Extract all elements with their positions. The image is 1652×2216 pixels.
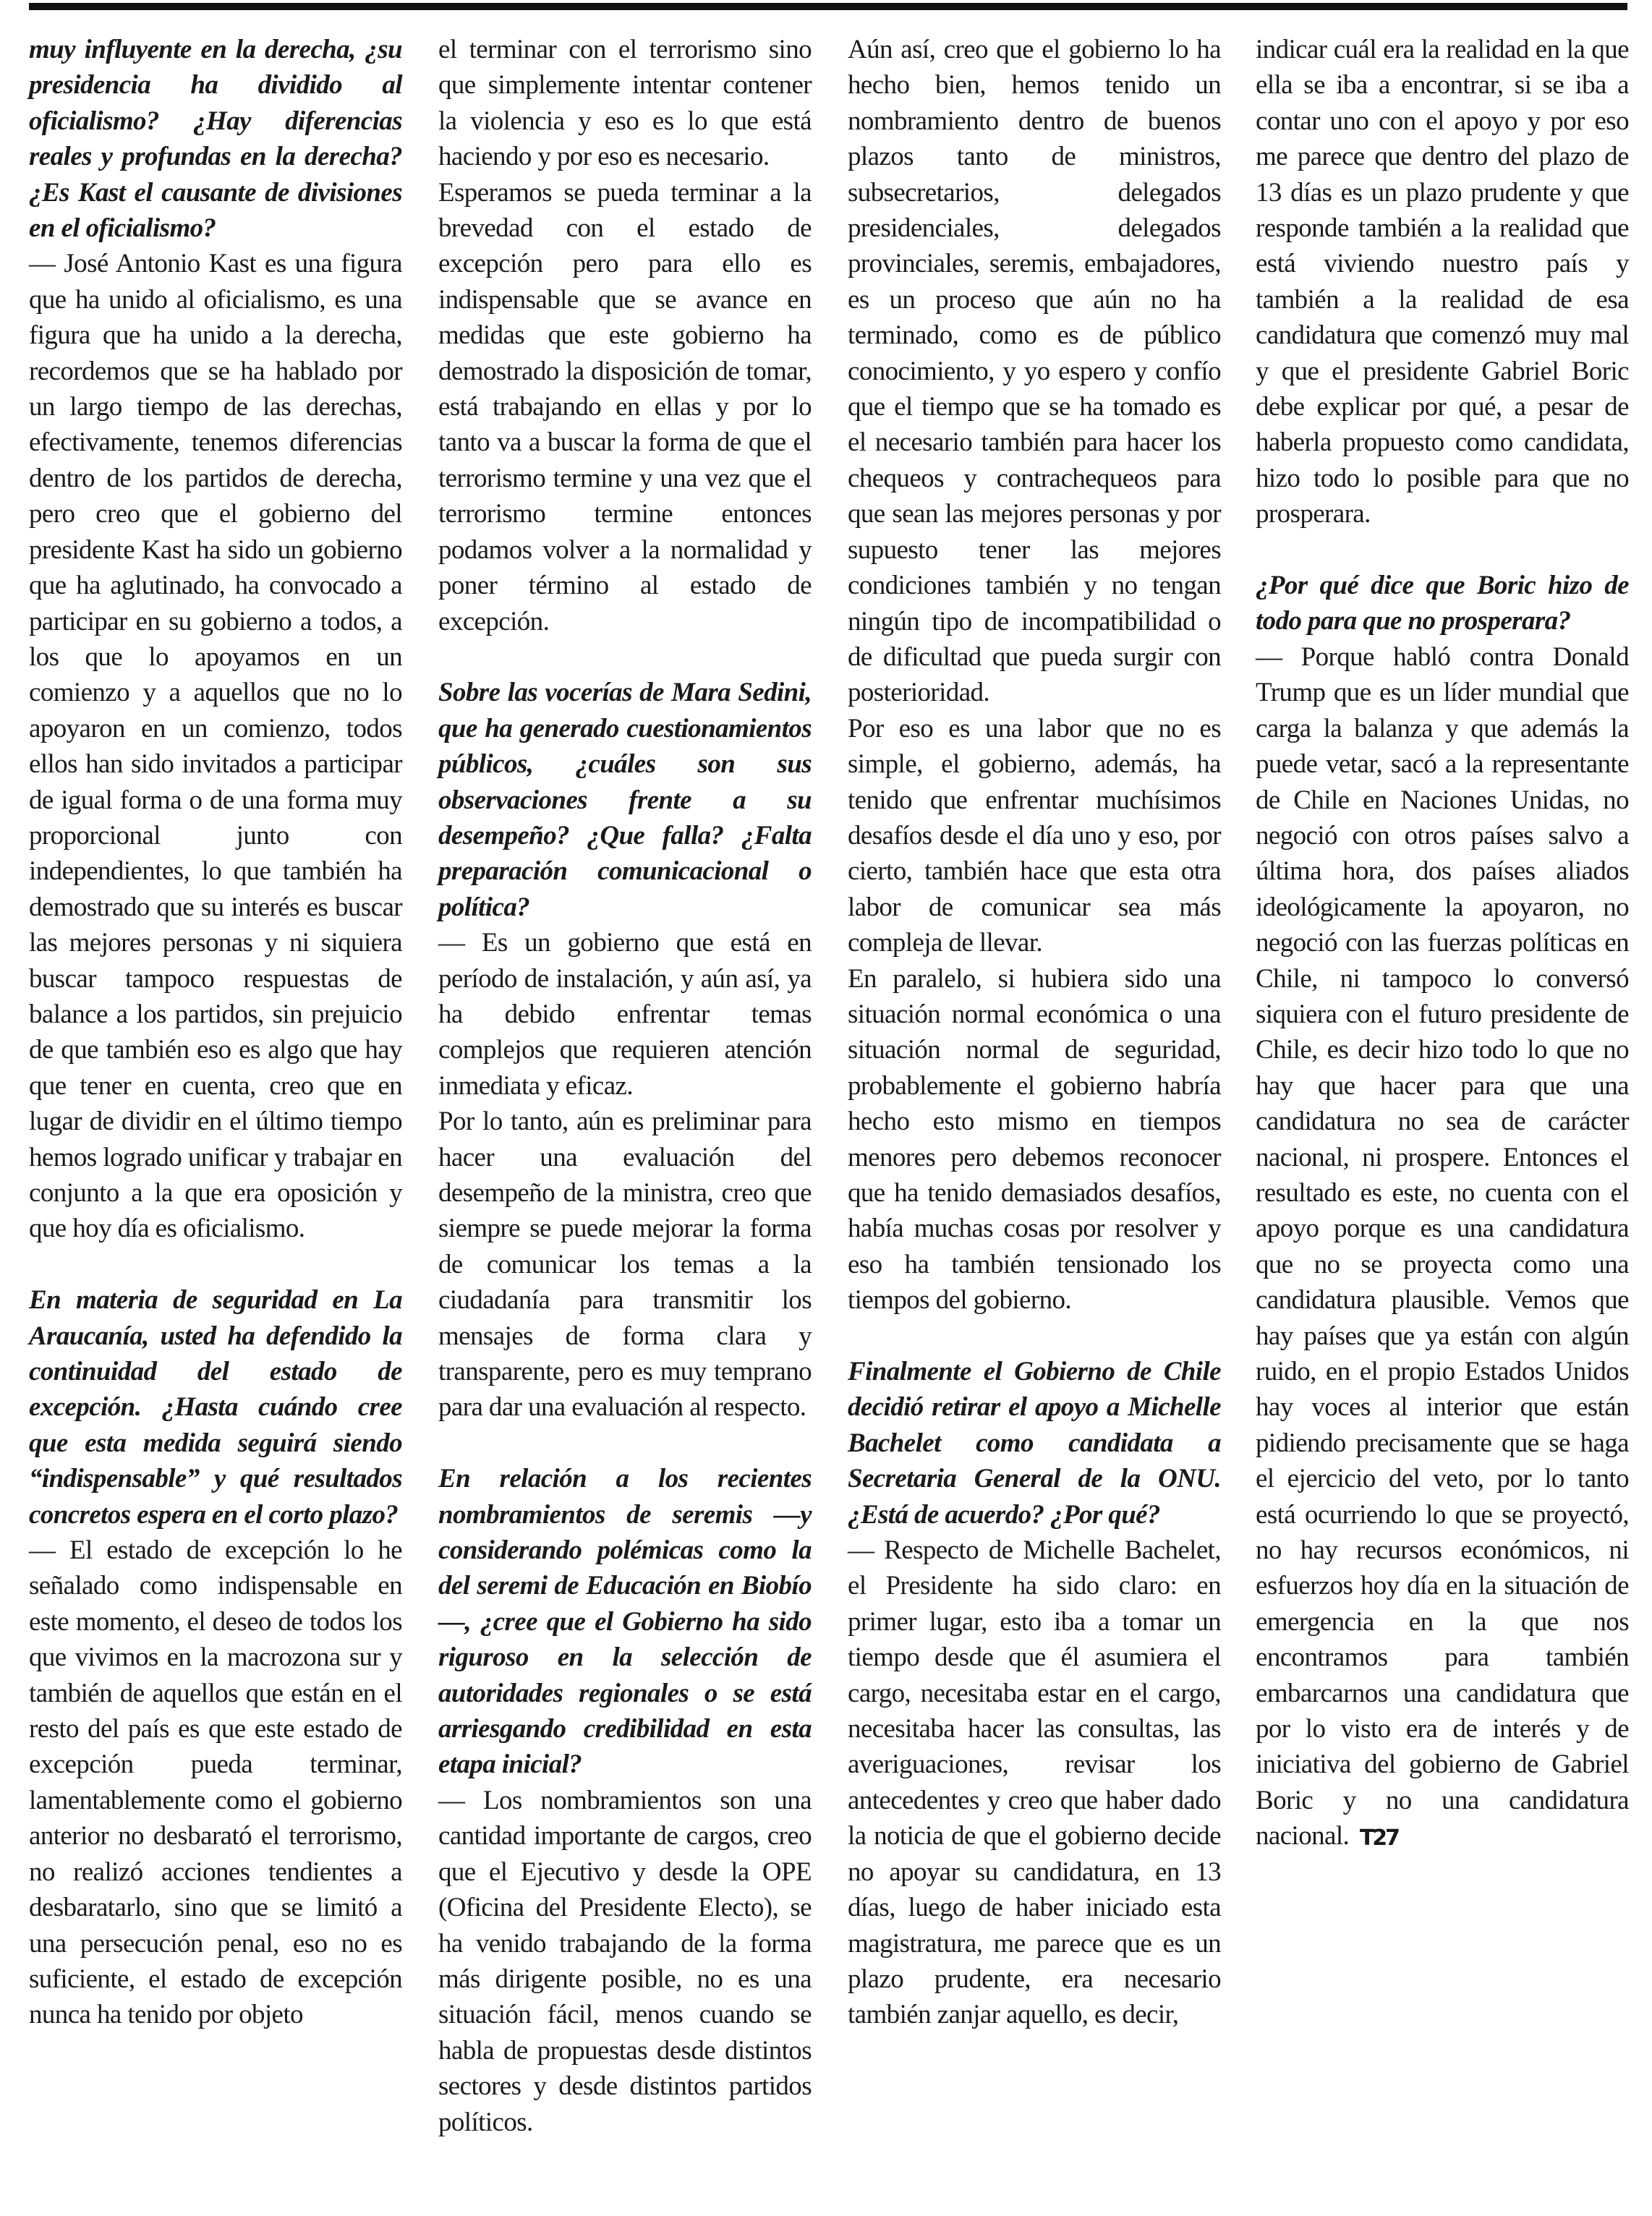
interview-question: En relación a los recientes nombramientos de seremis —y considerando polémicas como la del seremi de Educación en Biobío—, ¿cree que el Gobierno ha sido riguroso en la selección de autoridades regionales o se está arriesgando credibilidad en esta etapa inicial?	[438, 1464, 812, 1780]
column-2	[438, 32, 812, 2140]
interview-question: Finalmente el Gobierno de Chile decidió retirar el apoyo a Michelle Bachelet como candidata a Secretaria General de la ONU. ¿Está de acuerdo? ¿Por qué?	[848, 1357, 1221, 1530]
interview-question: En materia de seguridad en La Araucanía, usted ha defendido la continuidad del estado de excepción. ¿Hasta cuándo cree que esta medida seguirá siendo “indispensable” y qué resultados concretos espera en el corto plazo?	[29, 1285, 402, 1530]
interview-question: muy influyente en la derecha, ¿su presidencia ha dividido al oficialismo? ¿Hay diferencias reales y profundas en la derecha? ¿Es Kast el causante de divisiones en el oficialismo?	[29, 35, 402, 244]
interview-answer: el terminar con el terrorismo sino que simplemente intentar contener la violencia y eso es lo que está haciendo y por eso es necesario.	[438, 35, 812, 172]
interview-answer: Aún así, creo que el gobierno lo ha hecho bien, hemos tenido un nombramiento dentro de buenos plazos tanto de ministros, subsecretarios, delegados presidenciales, delegados provinciales, seremis, embajadores, es un proceso que aún no ha terminado, como es de público conocimiento, y yo espero y confío que el tiempo que se ha tomado es el necesario también para hacer los chequeos y contrachequeos para que sean las mejores personas y por supuesto tener las mejores condiciones también y no tengan ningún tipo de incompatibilidad o de dificultad que pueda surgir con posterioridad.	[848, 35, 1221, 708]
interview-answer: — Respecto de Michelle Bachelet, el Presidente ha sido claro: en primer lugar, esto iba a tomar un tiempo desde que él asumiera el cargo, necesitaba estar en el cargo, necesitaba hacer las consultas, las averiguaciones, revisar los antecedentes y creo que haber dado la noticia de que el gobierno decide no apoyar su candidatura, en 13 días, luego de haber iniciado esta magistratura, me parece que es un plazo prudente, era necesario también zanjar aquello, es decir,	[848, 1535, 1221, 2030]
interview-answer: — José Antonio Kast es una figura que ha unido al oficialismo, es una figura que ha unido a la derecha, recordemos que se ha hablado por un largo tiempo de las derechas, efectivamente, tenemos diferencias dentro de los partidos de derecha, pero creo que el gobierno del presidente Kast ha sido un gobierno que ha aglutinado, ha convocado a participar en su gobierno a todos, a los que lo apoyamos en un comienzo y a aquellos que no lo apoyaron en un comienzo, todos ellos han sido invitados a participar de igual forma o de una forma muy proporcional junto con independientes, lo que también ha demostrado que su interés es buscar las mejores personas y ni siquiera buscar tampoco respuestas de balance a los partidos, sin prejuicio de que también eso es algo que hay que tener en cuenta, creo que en lugar de dividir en el último tiempo hemos logrado unificar y trabajar en conjunto a la que era oposición y que hoy día es oficialismo.	[29, 249, 402, 1244]
interview-answer: indicar cuál era la realidad en la que ella se iba a encontrar, si se iba a contar uno con el apoyo y por eso me parece que dentro del plazo de 13 días es un plazo prudente y que responde también a la realidad que está viviendo nuestro país y también a la realidad de esa candidatura que comenzó muy mal y que el presidente Gabriel Boric debe explicar por qué, a pesar de haberla propuesto como candidata, hizo todo lo posible para que no prosperara.	[1256, 35, 1629, 529]
interview-question: Sobre las vocerías de Mara Sedini, que ha generado cuestionamientos públicos, ¿cuáles son sus observaciones frente a su desempeño? ¿Que falla? ¿Falta preparación comunicacional o política?	[438, 678, 812, 922]
interview-answer: — Porque habló contra Donald Trump que es un líder mundial que carga la balanza y que además la puede vetar, sacó a la representante de Chile en Naciones Unidas, no negoció con otros países salvo a última hora, dos países aliados ideológicamente la apoyaron, no negoció con las fuerzas políticas en Chile, ni tampoco lo conversó siquiera con el futuro presidente de Chile, es decir hizo todo lo que no hay que hacer para que una candidatura no sea de carácter nacional, ni prospere. Entonces el resultado es este, no cuenta con el apoyo porque es una candidatura que no se proyecta como una candidatura plausible. Vemos que hay países que ya están con algún ruido, en el propio Estados Unidos hay voces al interior que están pidiendo precisamente que se haga el ejercicio del veto, por lo tanto está ocurriendo lo que se proyectó, no hay recursos económicos, ni esfuerzos hoy día en la situación de emergencia en la que nos encontramos para también embarcarnos una candidatura que por lo visto era de interés y de iniciativa del gobierno de Gabriel Boric y no una candidatura nacional. T27	[1256, 639, 1629, 1857]
interview-answer: Por lo tanto, aún es preliminar para hacer una evaluación del desempeño de la ministra, creo que siempre se puede mejorar la forma de comunicar los temas a la ciudadanía para transmitir los mensajes de forma clara y transparente, pero es muy temprano para dar una evaluación al respecto.	[438, 1107, 812, 1423]
interview-question: ¿Por qué dice que Boric hizo de todo para que no prosperara?	[1256, 571, 1629, 636]
column-3	[848, 32, 1221, 2033]
interview-answer: — Es un gobierno que está en período de instalación, y aún así, ya ha debido enfrentar temas complejos que requieren atención inmediata y eficaz.	[438, 928, 812, 1101]
column-1	[29, 32, 402, 2033]
end-logo-icon: T27	[1359, 1825, 1399, 1851]
interview-answer: — El estado de excepción lo he señalado como indispensable en este momento, el deseo de todos los que vivimos en la macrozona sur y también de aquellos que están en el resto del país es que este estado de excepción pueda terminar, lamentablemente como el gobierno anterior no desbarató el terrorismo, no realizó acciones tendientes a desbaratarlo, sino que se limitó a una persecución penal, eso no es suficiente, el estado de excepción nunca ha tenido por objeto	[29, 1535, 402, 2030]
column-4	[1256, 32, 1629, 1857]
interview-answer: — Los nombramientos son una cantidad importante de cargos, creo que el Ejecutivo y desde la OPE (Oficina del Presidente Electo), se ha venido trabajando de la forma más dirigente posible, no es una situación fácil, menos cuando se habla de propuestas desde distintos sectores y desde distintos partidos políticos.	[438, 1785, 812, 2137]
interview-answer: Esperamos se pueda terminar a la brevedad con el estado de excepción pero para ello es indispensable que se avance en medidas que este gobierno ha demostrado la disposición de tomar, está trabajando en ellas y por lo tanto va a buscar la forma de que el terrorismo termine y una vez que el terrorismo termine entonces podamos volver a la normalidad y poner término al estado de excepción.	[438, 177, 812, 636]
interview-answer: Por eso es una labor que no es simple, el gobierno, además, ha tenido que enfrentar muchísimos desafíos desde el día uno y eso, por cierto, también hace que esta otra labor de comunicar sea más compleja de llevar.	[848, 713, 1221, 958]
top-rule	[29, 3, 1627, 10]
interview-answer: En paralelo, si hubiera sido una situación normal económica o una situación normal de seguridad, probablemente el gobierno habría hecho esto mismo en tiempos menores pero debemos reconocer que ha tenido demasiados desafíos, había muchas cosas por resolver y eso ha también tensionado los tiempos del gobierno.	[848, 963, 1221, 1316]
